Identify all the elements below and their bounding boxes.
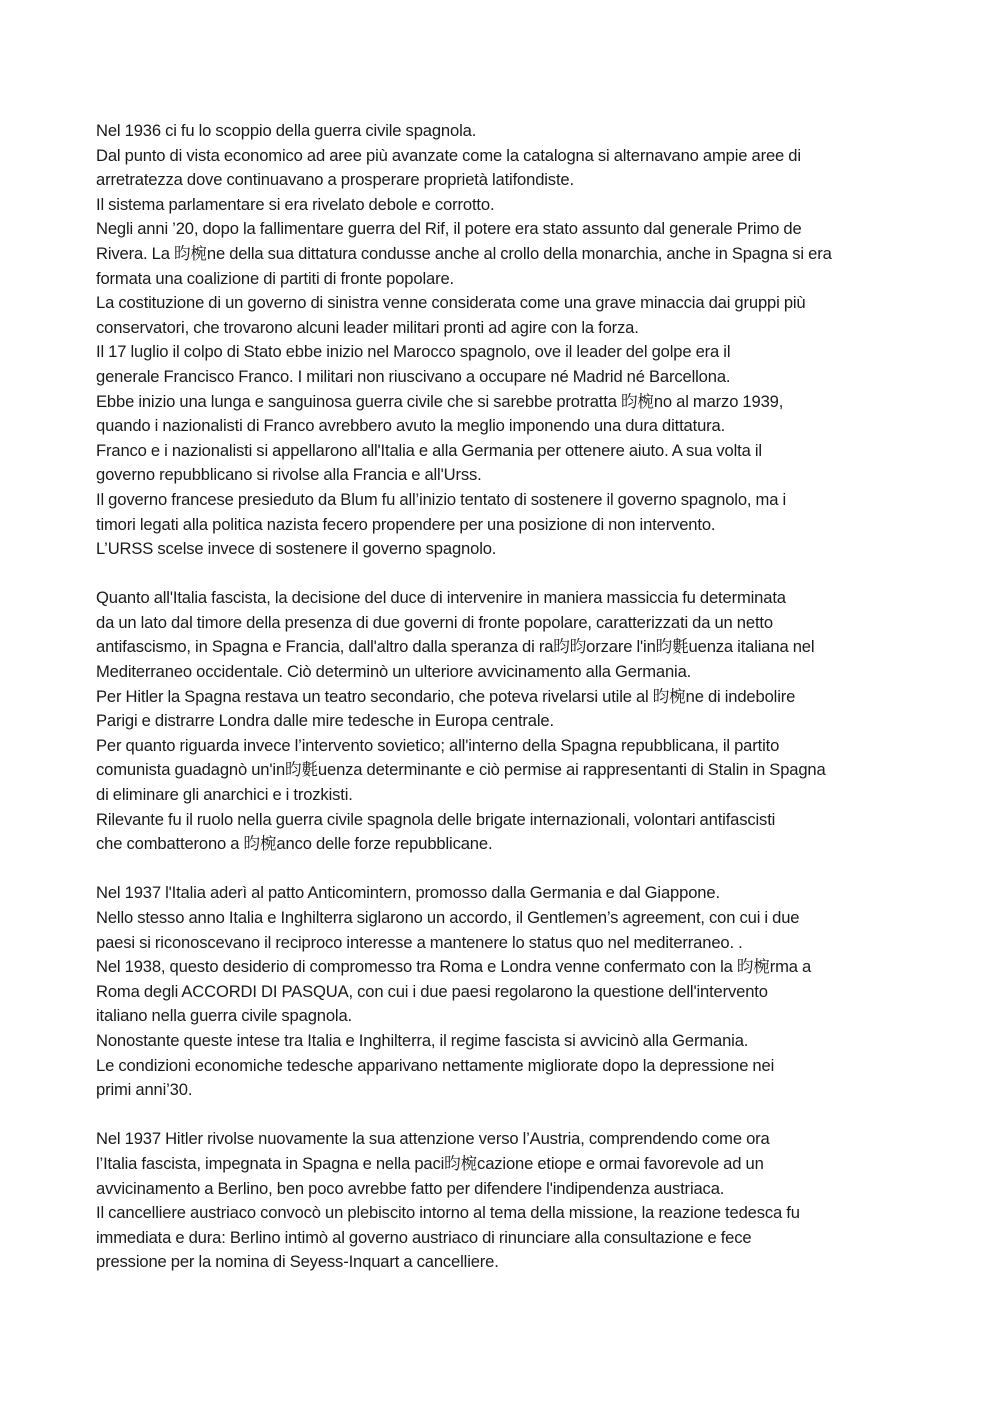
text-line: Per Hitler la Spagna restava un teatro secondario, che poteva rivelarsi utile al 昀椀ne di indebolire — [96, 686, 796, 706]
text-line: governo repubblicano si rivolse alla Francia e all'Urss. — [96, 465, 482, 485]
text-line: Quanto all'Italia fascista, la decisione del duce di intervenire in maniera massiccia fu determinata — [96, 588, 786, 608]
text-line: Il sistema parlamentare si era rivelato debole e corrotto. — [96, 194, 495, 214]
text-line: Nello stesso anno Italia e Inghilterra siglarono un accordo, il Gentlemen’s agreement, con cui i due — [96, 908, 800, 927]
text-line: La costituzione di un governo di sinistra venne considerata come una grave minaccia dai gruppi più — [96, 293, 806, 313]
text-line: Per quanto riguarda invece l’intervento sovietico; all'interno della Spagna repubblicana, il partito — [96, 735, 780, 755]
text-line: arretratezza dove continuavano a prosperare proprietà latifondiste. — [96, 170, 574, 190]
text-line: l’Italia fascista, impegnata in Spagna e nella paci昀椀cazione etiope e ormai favorevole ad un — [96, 1153, 764, 1173]
text-line: Nel 1938, questo desiderio di compromesso tra Roma e Londra venne confermato con la 昀椀rma a — [96, 957, 812, 977]
text-line: primi anni’30. — [96, 1080, 193, 1100]
text-line: Negli anni ’20, dopo la fallimentare guerra del Rif, il potere era stato assunto dal generale Primo de — [96, 219, 802, 239]
text-line: formata una coalizione di partiti di fronte popolare. — [96, 268, 454, 288]
text-line: italiano nella guerra civile spagnola. — [96, 1006, 352, 1026]
text-line: Dal punto di vista economico ad aree più avanzate come la catalogna si alternavano ampie aree di — [96, 145, 801, 165]
text-line: Roma degli ACCORDI DI PASQUA, con cui i due paesi regolarono la questione dell'intervento — [96, 981, 768, 1001]
text-line: Ebbe inizio una lunga e sanguinosa guerra civile che si sarebbe protratta 昀椀no al marzo 1939, — [96, 391, 784, 411]
text-line: Mediterraneo occidentale. Ciò determinò un ulteriore avvicinamento alla Germania. — [96, 662, 692, 682]
text-line: Parigi e distrarre Londra dalle mire tedesche in Europa centrale. — [96, 711, 554, 731]
text-line: immediata e dura: Berlino intimò al governo austriaco di rinunciare alla consultazione e fece — [96, 1227, 752, 1247]
text-line: Nel 1937 l'Italia aderì al patto Anticomintern, promosso dalla Germania e dal Giappone. — [96, 883, 720, 903]
text-line: generale Francisco Franco. I militari non riuscivano a occupare né Madrid né Barcellona. — [96, 366, 731, 386]
text-line: che combatterono a 昀椀anco delle forze repubblicane. — [96, 834, 493, 854]
text-line: conservatori, che trovarono alcuni leader militari pronti ad agire con la forza. — [96, 317, 639, 337]
text-line: Rilevante fu il ruolo nella guerra civile spagnola delle brigate internazionali, volontari antifascisti — [96, 809, 776, 829]
text-line: di eliminare gli anarchici e i trozkisti. — [96, 785, 353, 805]
text-line: antifascismo, in Spagna e Francia, dall'altro dalla speranza di ra昀昀orzare l'in昀氀uenza italiana nel — [96, 637, 815, 657]
text-line: Il governo francese presieduto da Blum fu all’inizio tentato di sostenere il governo spagnolo, ma i — [96, 489, 786, 509]
text-line: pressione per la nomina di Seyess-Inquart a cancelliere. — [96, 1252, 499, 1272]
text-line: comunista guadagnò un'in昀氀uenza determinante e ciò permise ai rappresentanti di Stalin in Spagna — [96, 760, 826, 780]
text-line: Le condizioni economiche tedesche apparivano nettamente migliorate dopo la depressione nei — [96, 1055, 775, 1075]
text-line: Rivera. La 昀椀ne della sua dittatura condusse anche al crollo della monarchia, anche in Spagna si era — [96, 243, 832, 263]
paragraph-gap — [96, 562, 956, 587]
paragraph-gap — [96, 1103, 956, 1128]
text-line: Franco e i nazionalisti si appellarono all'Italia e alla Germania per ottenere aiuto. A sua volta il — [96, 440, 762, 460]
body-text — [96, 119, 956, 1275]
text-line: Il 17 luglio il colpo di Stato ebbe inizio nel Marocco spagnolo, ove il leader del golpe era il — [96, 342, 731, 362]
paragraph-gap — [96, 857, 956, 882]
text-line: quando i nazionalisti di Franco avrebbero avuto la meglio imponendo una dura dittatura. — [96, 416, 726, 436]
text-line: da un lato dal timore della presenza di due governi di fronte popolare, caratterizzati da un netto — [96, 612, 773, 632]
text-line: timori legati alla politica nazista fecero propendere per una posizione di non intervento. — [96, 514, 716, 534]
text-line: avvicinamento a Berlino, ben poco avrebbe fatto per difendere l'indipendenza austriaca. — [96, 1178, 725, 1198]
text-line: Nel 1937 Hitler rivolse nuovamente la sua attenzione verso l’Austria, comprendendo come ora — [96, 1129, 770, 1149]
text-line: paesi si riconoscevano il reciproco interesse a mantenere lo status quo nel mediterraneo. . — [96, 932, 743, 952]
text-line: Nel 1936 ci fu lo scoppio della guerra civile spagnola. — [96, 121, 477, 140]
text-line: Il cancelliere austriaco convocò un plebiscito intorno al tema della missione, la reazione tedesca fu — [96, 1203, 800, 1223]
text-line: L’URSS scelse invece di sostenere il governo spagnolo. — [96, 539, 497, 559]
text-line: Nonostante queste intese tra Italia e Inghilterra, il regime fascista si avvicinò alla Germania. — [96, 1030, 749, 1050]
